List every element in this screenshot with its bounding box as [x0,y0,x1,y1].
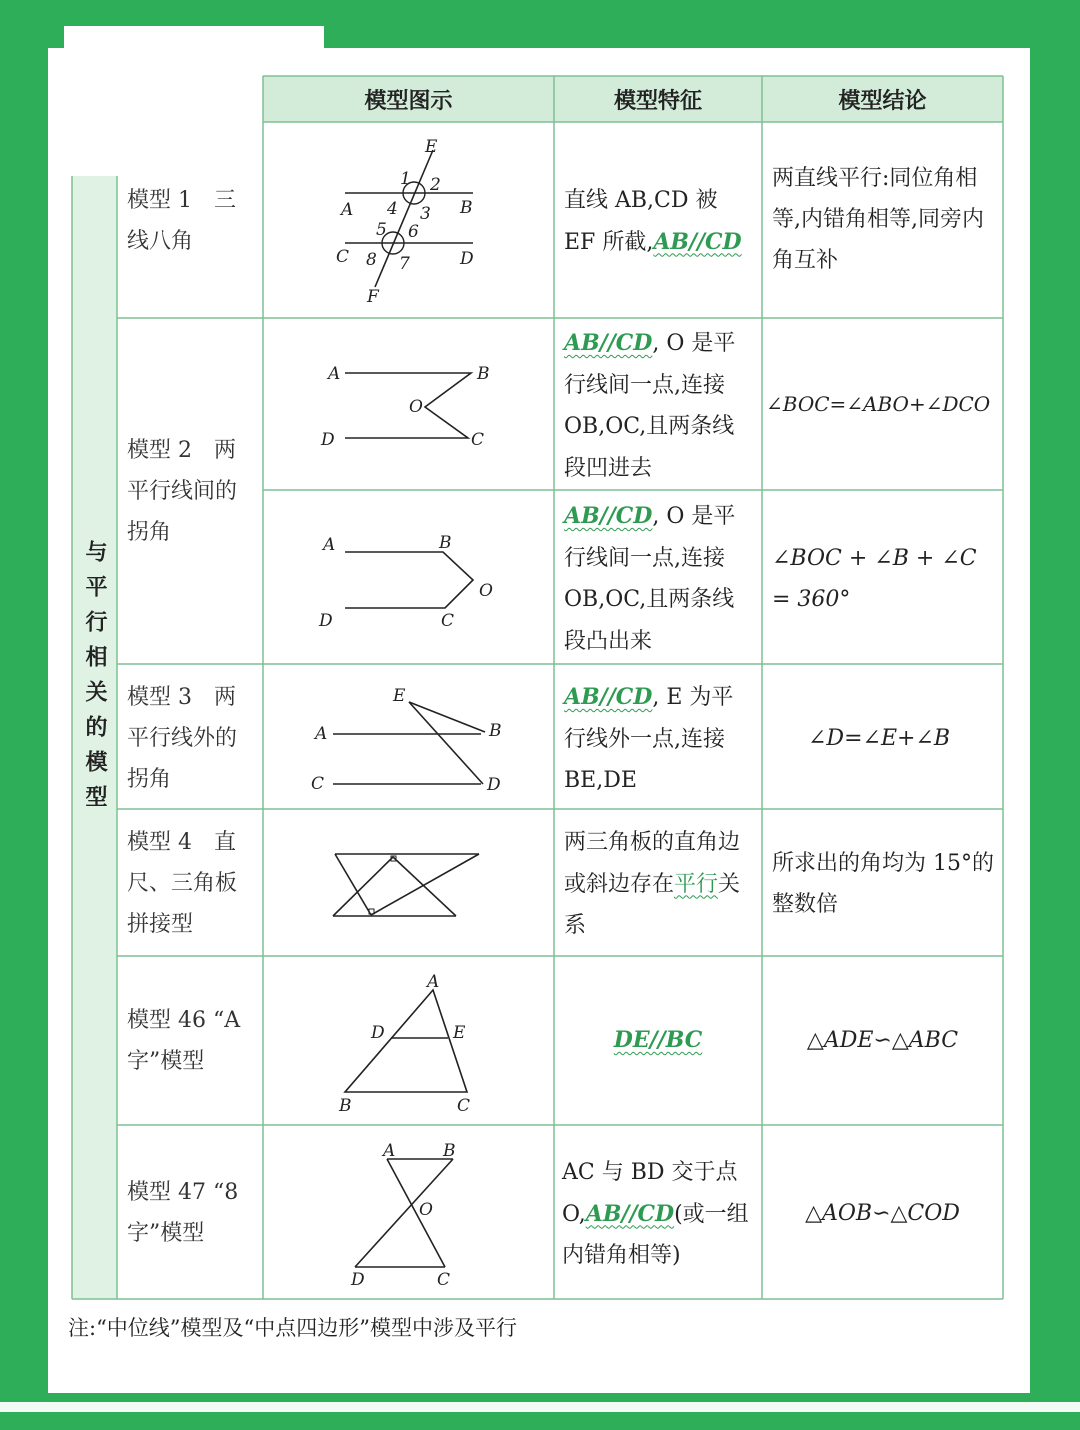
model-1-feature: 直线 AB,CD 被 EF 所截,AB//CD [564,188,742,255]
model-3-name: 模型 3 两平行线外的拐角 [127,685,238,792]
label-d: D [319,611,333,631]
label-b: B [489,721,502,741]
label-b: B [439,533,452,553]
label-4: 4 [387,199,398,219]
model-2b-conclusion: ∠BOC + ∠B + ∠C = 360° [772,546,977,612]
model-2a-diagram [263,318,554,490]
label-c: C [457,1096,471,1116]
model-46-conclusion: △ADE∽△ABC [806,1028,959,1053]
model-2a-conclusion: ∠BOC=∠ABO+∠DCO [766,392,991,416]
label-o: O [409,397,423,417]
label-c: C [311,774,325,794]
label-d: D [460,249,474,269]
model-1-diagram [263,122,554,318]
category-label: 与平行相关的模型 [82,540,107,820]
model-4-conclusion: 所求出的角均为 15°的整数倍 [772,851,994,917]
header-conclusion: 模型结论 [762,76,1003,122]
label-2: 2 [430,175,441,195]
header-diagram: 模型图示 [263,76,554,122]
model-46-feature: DE//BC [613,1027,703,1053]
model-2a-feature: AB//CD, O 是平行线间一点,连接 OB,OC,且两条线段凹进去 [564,330,736,481]
label-a: A [383,1141,396,1161]
label-6: 6 [408,222,419,242]
label-o: O [419,1200,433,1220]
label-a: A [323,535,336,555]
label-e: E [425,137,438,157]
label-5: 5 [376,220,387,240]
label-e: E [453,1023,466,1043]
label-7: 7 [399,254,410,274]
label-d: D [351,1270,365,1290]
model-3-diagram [263,664,554,809]
model-47-feature: AC 与 BD 交于点 O,AB//CD(或一组内错角相等) [562,1160,749,1268]
label-d: D [371,1023,385,1043]
model-47-conclusion: △AOB∽△COD [805,1201,960,1226]
label-8: 8 [366,250,377,270]
label-o: O [479,581,493,601]
label-b: B [339,1096,352,1116]
model-1-name: 模型 1 三线八角 [127,188,236,254]
label-a: A [328,364,341,384]
label-c: C [336,247,350,267]
model-46-name: 模型 46 “A 字”模型 [127,1008,241,1074]
label-3: 3 [420,204,431,224]
label-e: E [393,686,406,706]
model-1-conclusion: 两直线平行:同位角相等,内错角相等,同旁内角互补 [772,166,984,273]
label-c: C [471,430,485,450]
label-d: D [487,775,501,795]
label-b: B [477,364,490,384]
model-4-name: 模型 4 直尺、三角板拼接型 [127,830,238,937]
model-4-feature: 两三角板的直角边或斜边存在平行关系 [564,830,741,938]
model-47-diagram [263,1125,554,1299]
label-c: C [441,611,455,631]
model-2b-diagram [263,490,554,664]
model-2b-feature: AB//CD, O 是平行线间一点,连接 OB,OC,且两条线段凸出来 [564,503,736,654]
model-2-name: 模型 2 两平行线间的拐角 [127,438,238,545]
label-b: B [443,1141,456,1161]
model-46-diagram [263,956,554,1125]
model-4-diagram [263,809,554,956]
model-47-name: 模型 47 “8 字”模型 [127,1180,239,1246]
label-a: A [427,972,440,992]
label-a: A [341,200,354,220]
footnote: 注:“中位线”模型及“中点四边形”模型中涉及平行 [68,1316,518,1340]
header-features: 模型特征 [554,76,762,122]
label-c: C [437,1270,451,1290]
model-3-conclusion: ∠D=∠E+∠B [808,726,951,751]
label-f: F [367,287,379,307]
model-3-feature: AB//CD, E 为平行线外一点,连接 BE,DE [564,684,734,793]
label-1: 1 [400,169,411,189]
label-a: A [315,724,328,744]
label-b: B [460,198,473,218]
label-d: D [321,430,335,450]
